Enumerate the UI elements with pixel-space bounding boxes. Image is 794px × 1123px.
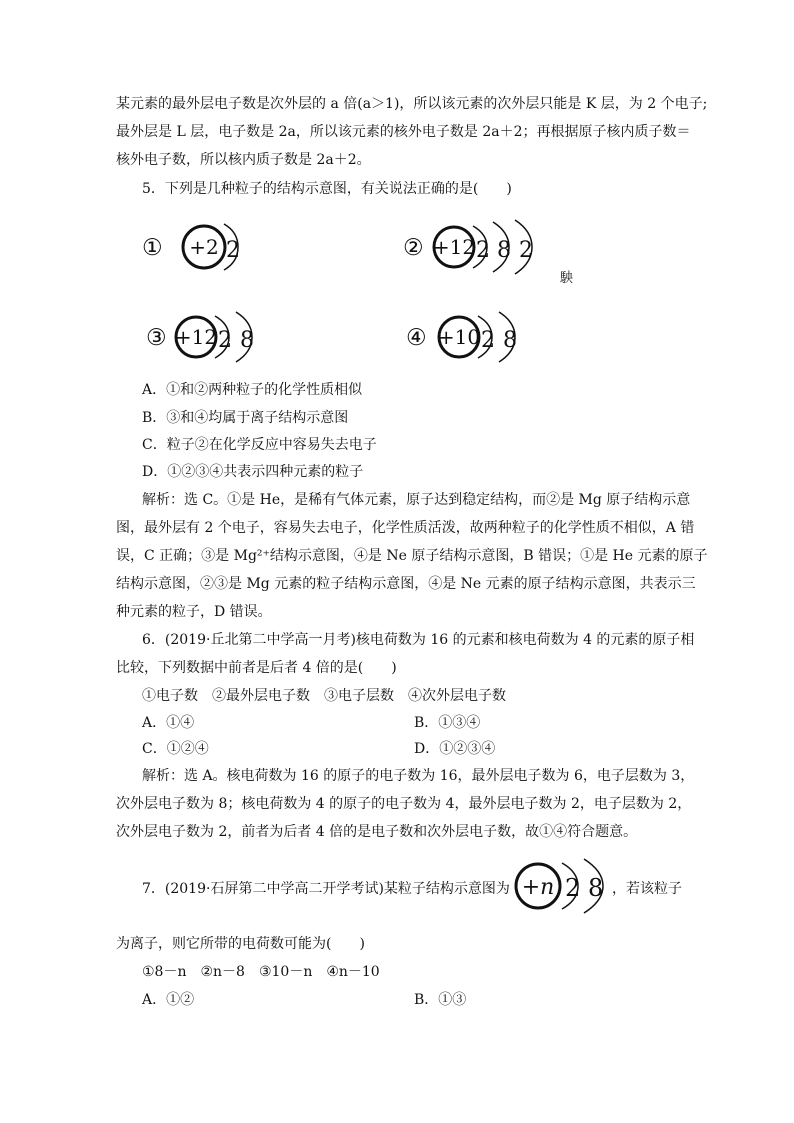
diagram-2-shell-3: 2 bbox=[519, 238, 533, 263]
diagram-4-shell-1: 2 bbox=[481, 328, 495, 353]
question-5-stem: 5．下列是几种粒子的结构示意图，有关说法正确的是( ) bbox=[142, 181, 512, 197]
question-5-option-c: C．粒子②在化学反应中容易失去电子 bbox=[142, 437, 377, 453]
question-7-option-a: A．①② bbox=[142, 992, 195, 1008]
particle-diagram-4 bbox=[404, 302, 540, 374]
diagram-2-shell-2: 8 bbox=[497, 238, 511, 263]
diagram-2-nucleus: +12 bbox=[432, 235, 476, 259]
question-6-analysis-line-3: 次外层电子数为 2，前者为后者 4 倍的是电子数和次外层电子数，故①④符合题意。 bbox=[116, 824, 638, 840]
diagram-4-label: ④ bbox=[406, 325, 427, 351]
question-7-diagram-shell-1: 2 bbox=[565, 874, 581, 902]
question-7-items: ①8－n ②n－8 ③10－n ④n－10 bbox=[142, 964, 380, 980]
question-7-particle-diagram bbox=[514, 850, 612, 922]
diagram-4-nucleus: +10 bbox=[437, 325, 481, 349]
intro-line-2: 最外层是 L 层，电子数是 2a，所以该元素的核外电子数是 2a＋2；再根据原子核内质子数＝ bbox=[116, 124, 691, 140]
question-7-stem-before: 7．(2019·石屏第二中学高二开学考试)某粒子结构示意图为 bbox=[142, 881, 510, 897]
question-7-diagram-shell-2: 8 bbox=[588, 874, 604, 902]
question-7-stem-line-2: 为离子，则它所带的电荷数可能为( ) bbox=[116, 936, 365, 952]
intro-line-3: 核外电子数，所以核内质子数是 2a＋2。 bbox=[116, 152, 371, 168]
question-6-option-a: A．①④ bbox=[142, 715, 195, 731]
question-6-analysis-line-1: 解析：选 A。核电荷数为 16 的原子的电子数为 16，最外层电子数为 6，电子层数为 3， bbox=[142, 768, 695, 784]
question-6-option-b: B．①③④ bbox=[414, 715, 481, 731]
question-7-stem-after: ，若该粒子 bbox=[612, 881, 682, 897]
diagram-3-label: ③ bbox=[146, 325, 167, 351]
question-5-option-d: D．①②③④共表示四种元素的粒子 bbox=[142, 464, 364, 480]
question-7-diagram-nucleus: +n bbox=[521, 875, 555, 900]
question-6-analysis-line-2: 次外层电子数为 8；核电荷数为 4 的原子的电子数为 4，最外层电子数为 2，电子层数为 2， bbox=[116, 796, 692, 812]
question-5-analysis-line-2: 图，最外层有 2 个电子，容易失去电子，化学性质活泼，故两种粒子的化学性质不相似，A 错 bbox=[116, 520, 695, 536]
particle-diagram-2 bbox=[401, 212, 551, 284]
question-5-analysis-line-4: 结构示意图，②③是 Mg 元素的粒子结构示意图，④是 Ne 元素的原子结构示意图，共表示三 bbox=[116, 576, 696, 592]
question-6-stem-line-2: 比较，下列数据中前者是后者 4 倍的是( ) bbox=[116, 660, 397, 676]
question-5-analysis-line-3: 误，C 正确；③是 Mg²⁺结构示意图，④是 Ne 原子结构示意图，B 错误；①是 He 元素的原子 bbox=[116, 548, 708, 564]
question-5-analysis-line-5: 种元素的粒子，D 错误。 bbox=[116, 604, 272, 620]
particle-diagram-1 bbox=[140, 212, 270, 284]
question-5-option-a: A．①和②两种粒子的化学性质相似 bbox=[142, 382, 363, 398]
diagram-3-nucleus: +12 bbox=[174, 325, 218, 349]
diagram-4-shell-2: 8 bbox=[503, 328, 517, 353]
diagram-2-label: ② bbox=[403, 235, 424, 261]
diagram-2-shell-1: 2 bbox=[476, 238, 490, 263]
diagram-1-nucleus: +2 bbox=[189, 235, 219, 259]
question-6-option-c: C．①②④ bbox=[142, 741, 209, 757]
question-7-option-b: B．①③ bbox=[414, 992, 467, 1008]
question-5-analysis-line-1: 解析：选 C。①是 He，是稀有气体元素，原子达到稳定结构，而②是 Mg 原子结构示意 bbox=[142, 492, 691, 508]
diagram-1-shell-1: 2 bbox=[226, 238, 240, 263]
diagram-3-shell-1: 2 bbox=[218, 328, 232, 353]
question-6-stem-line-1: 6．(2019·丘北第二中学高一月考)核电荷数为 16 的元素和核电荷数为 4 的元素的原子相 bbox=[142, 632, 695, 648]
question-6-items: ①电子数 ②最外层电子数 ③电子层数 ④次外层电子数 bbox=[142, 688, 506, 704]
side-note: 駚 bbox=[560, 271, 574, 286]
question-6-option-d: D．①②③④ bbox=[414, 741, 496, 757]
intro-line-1: 某元素的最外层电子数是次外层的 a 倍(a＞1)，所以该元素的次外层只能是 K 层，为 2 个电子; bbox=[116, 96, 708, 112]
particle-diagram-3 bbox=[144, 302, 280, 374]
diagram-1-label: ① bbox=[142, 235, 163, 261]
question-5-option-b: B．③和④均属于离子结构示意图 bbox=[142, 410, 349, 426]
diagram-3-shell-2: 8 bbox=[240, 328, 254, 353]
